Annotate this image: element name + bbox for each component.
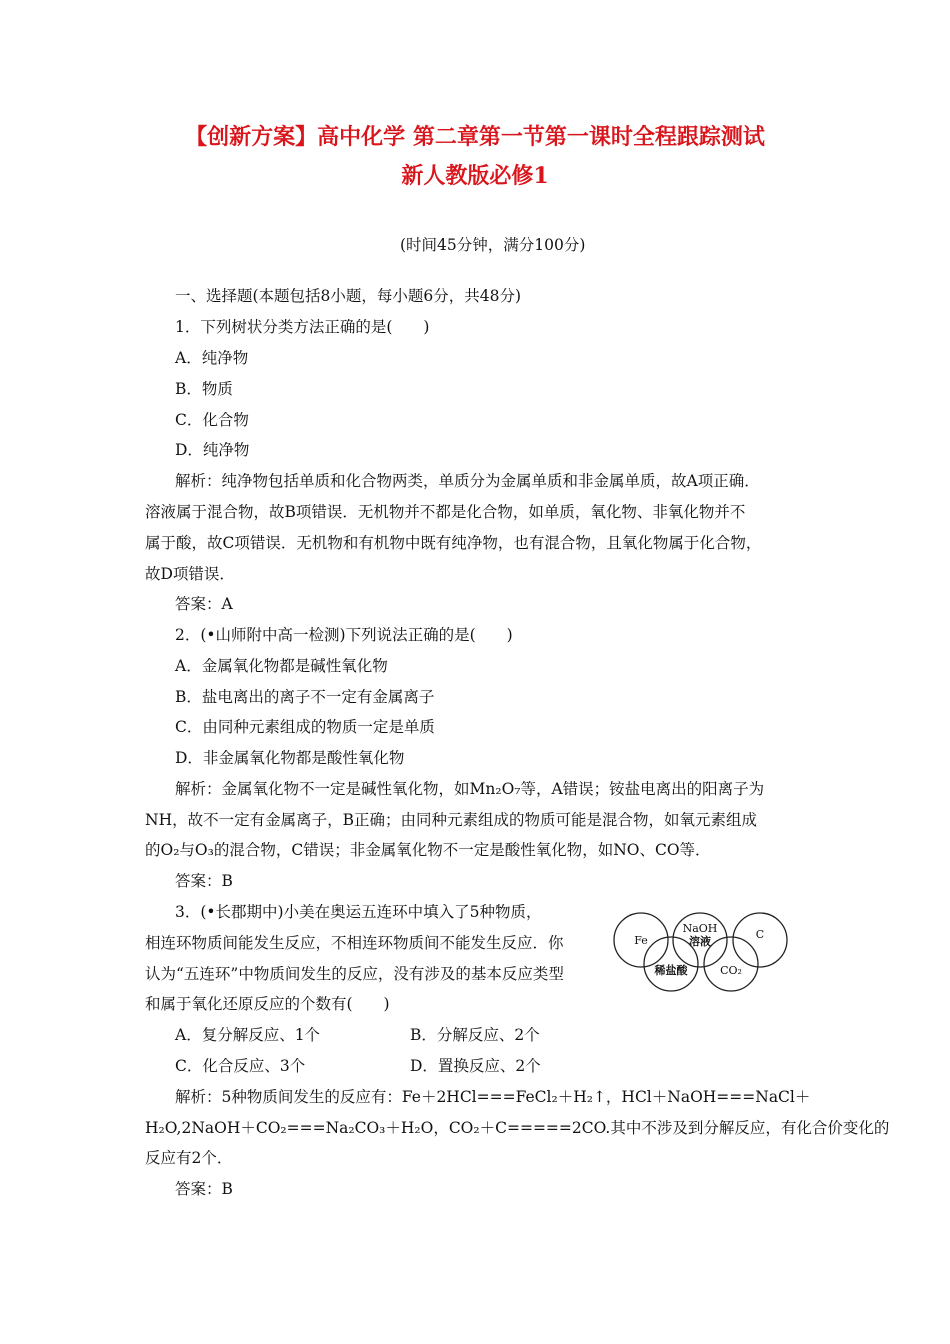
- option-d: D．非金属氧化物都是酸性氧化物: [175, 749, 405, 767]
- analysis-line: 解析：5种物质间发生的反应有：Fe＋2HCl===FeCl₂＋H₂↑，HCl＋NaOH===NaCl＋: [175, 1088, 811, 1106]
- time-score-note: (时间45分钟，满分100分): [400, 236, 586, 254]
- question-stem-line: 3．(•长郡期中)小美在奥运五连环中填入了5种物质，: [175, 903, 542, 921]
- ring-label-c: C: [755, 928, 765, 941]
- option-d: D．纯净物: [175, 441, 250, 459]
- analysis-line: H₂O,2NaOH＋CO₂===Na₂CO₃＋H₂O，CO₂＋C=====2CO.其中不涉及到分解反应，有化合价变化的: [145, 1119, 890, 1137]
- analysis-line: NH，故不一定有金属离子，B正确；由同种元素组成的物质可能是混合物，如氧元素组成: [145, 811, 757, 829]
- option-c: C．化合物: [175, 411, 249, 429]
- option-b: B．盐电离出的离子不一定有金属离子: [175, 688, 435, 706]
- answer: 答案：A: [175, 595, 233, 613]
- question-stem: 2．(•山师附中高一检测)下列说法正确的是( ): [175, 626, 513, 644]
- ring-label-naoh: NaOH: [682, 922, 718, 935]
- question-stem-line: 认为“五连环”中物质间发生的反应，没有涉及的基本反应类型: [145, 965, 564, 983]
- analysis-line: 溶液属于混合物，故B项错误．无机物并不都是化合物，如单质，氧化物、非氧化物并不: [145, 503, 746, 521]
- ring-label-co2: CO₂: [720, 964, 742, 977]
- section-heading: 一、选择题(本题包括8小题，每小题6分，共48分): [175, 287, 522, 305]
- question-stem-line: 和属于氧化还原反应的个数有( ): [145, 995, 390, 1013]
- ring-label-naoh-solution: 溶液: [689, 935, 711, 948]
- option-d: D．置换反应、2个: [410, 1057, 541, 1075]
- question-stem: 1．下列树状分类方法正确的是( ): [175, 318, 430, 336]
- option-a: A．复分解反应、1个: [175, 1026, 321, 1044]
- answer: 答案：B: [175, 1180, 233, 1198]
- olympic-rings-diagram: [612, 912, 792, 994]
- analysis-line: 解析：金属氧化物不一定是碱性氧化物，如Mn₂O₇等，A错误；铵盐电离出的阳离子为: [175, 780, 765, 798]
- option-b: B．分解反应、2个: [410, 1026, 540, 1044]
- option-a: A．纯净物: [175, 349, 249, 367]
- analysis-line: 故D项错误．: [145, 565, 235, 583]
- option-b: B．物质: [175, 380, 233, 398]
- title-line-2: 新人教版必修1: [401, 163, 549, 189]
- option-c: C．化合反应、3个: [175, 1057, 306, 1075]
- analysis-line: 解析：纯净物包括单质和化合物两类，单质分为金属单质和非金属单质，故A项正确．: [175, 472, 760, 490]
- ring-label-fe: Fe: [634, 934, 648, 947]
- option-c: C．由同种元素组成的物质一定是单质: [175, 718, 435, 736]
- ring-label-hcl: 稀盐酸: [654, 964, 688, 977]
- analysis-line: 的O₂与O₃的混合物，C错误；非金属氧化物不一定是酸性氧化物，如NO、CO等．: [145, 841, 711, 859]
- answer: 答案：B: [175, 872, 233, 890]
- question-stem-line: 相连环物质间能发生反应，不相连环物质间不能发生反应．你: [145, 934, 564, 952]
- analysis-line: 属于酸，故C项错误．无机物和有机物中既有纯净物，也有混合物，且氧化物属于化合物，: [145, 534, 762, 552]
- option-a: A．金属氧化物都是碱性氧化物: [175, 657, 388, 675]
- title-line-1: 【创新方案】高中化学 第二章第一节第一课时全程跟踪测试: [185, 124, 765, 150]
- analysis-line: 反应有2个．: [145, 1149, 233, 1167]
